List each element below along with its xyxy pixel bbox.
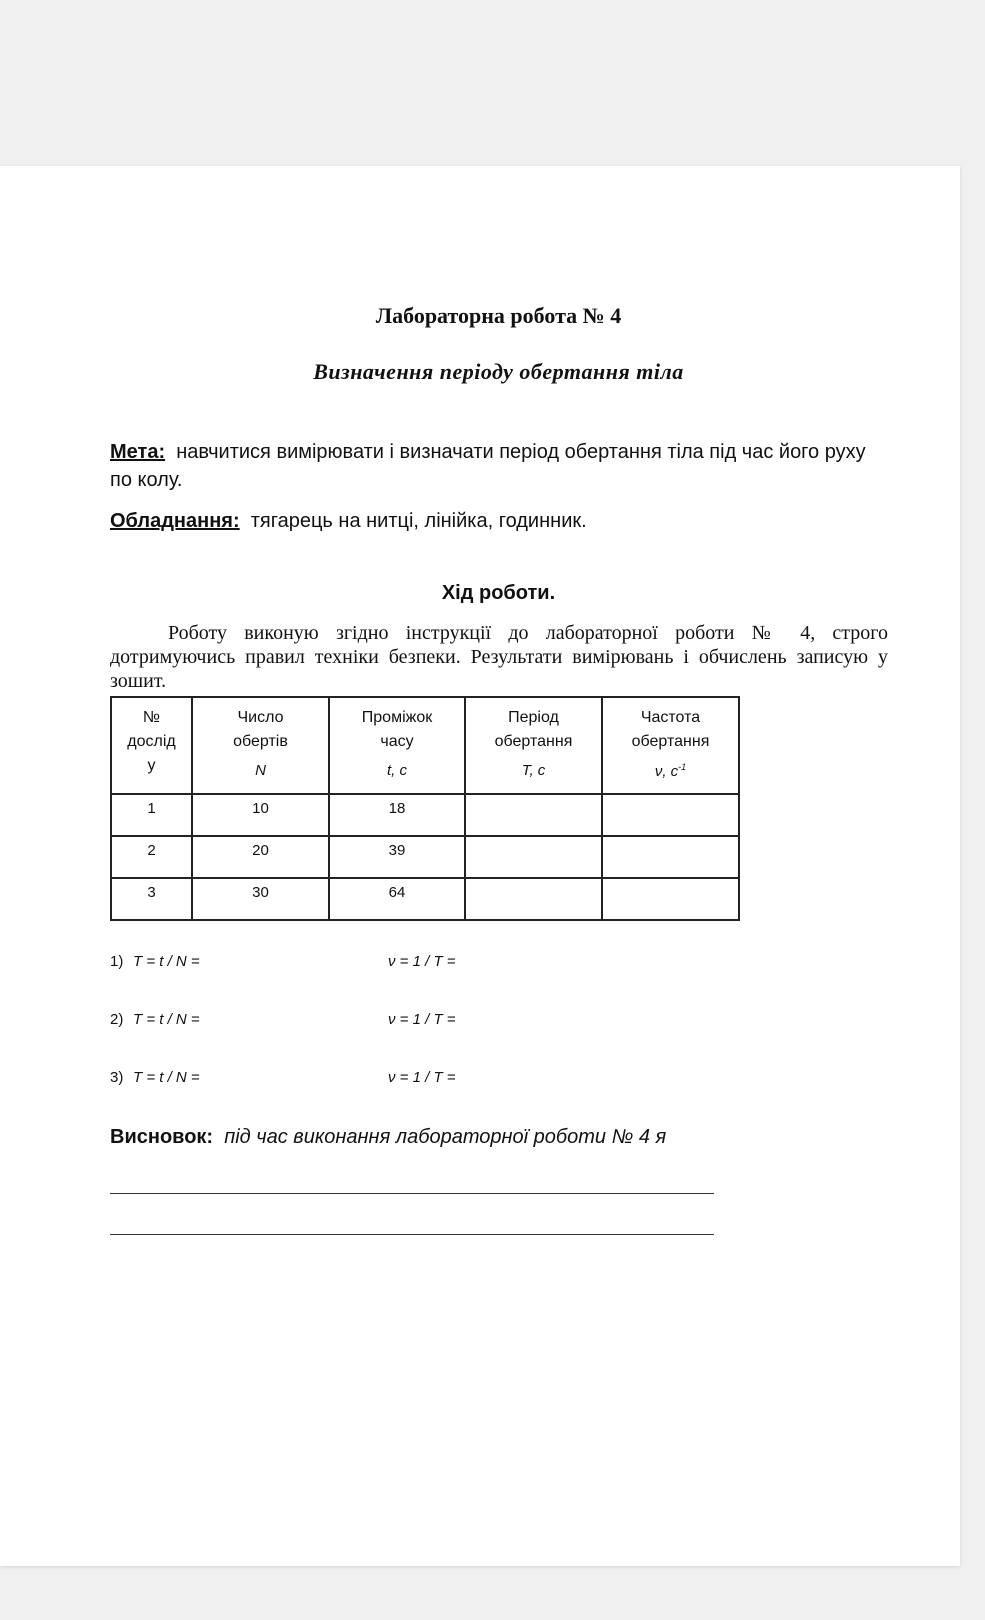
header-label-line: Період [508,709,559,726]
header-period [465,697,602,794]
calculation-row [0,1069,960,1089]
table-cell: 64 [329,878,465,920]
frequency-formula: ν = 1 / T = [388,953,456,970]
header-experiment-number [111,697,192,794]
header-symbol: t, с [386,762,407,779]
header-label-line: часу [380,733,414,750]
table-cell [602,794,739,836]
frequency-symbol-text: ν, с [654,763,679,780]
header-label-line: обертання [494,733,573,750]
table-cell [465,836,602,878]
period-formula: T = t / N = [133,1011,200,1028]
header-label-line: Число [237,709,284,726]
goal-text: навчитися вимірювати і визначати період обертання тіла під час його руху по колу. [110,441,866,491]
answer-line [110,1234,714,1235]
period-formula: T = t / N = [133,1069,200,1086]
table-cell: 1 [111,794,192,836]
table-cell [602,836,739,878]
table-cell: 30 [192,878,329,920]
goal-label: Мета: [110,441,166,463]
header-revolutions [192,697,329,794]
lab-subtitle: Визначення періоду обертання тіла [313,359,684,384]
frequency-symbol-superscript: -1 [678,762,687,772]
header-label-line: обертання [631,733,710,750]
table-cell [465,878,602,920]
conclusion-text: під час виконання лабораторної роботи № 4 я [224,1126,667,1148]
equipment-label: Обладнання: [110,510,240,532]
header-frequency [602,697,739,794]
header-label-line: у [147,757,156,774]
header-label-line: обертів [233,733,288,750]
lab-title: Лабораторна робота № 4 [375,303,622,328]
intro-paragraph: Роботу виконую згідно інструкції до лабораторної роботи № 4, строго дотримуючись правил техніки безпеки. Результати вимірювань і обчислень записую у зошит. [110,622,888,692]
equipment-text: тягарець на нитці, лінійка, годинник. [250,510,587,532]
table-cell: 18 [329,794,465,836]
header-label-line: Частота [640,709,701,726]
header-label-line: Проміжок [361,709,433,726]
calculation-number: 3) [110,1069,124,1086]
frequency-formula: ν = 1 / T = [388,1011,456,1028]
table-cell: 39 [329,836,465,878]
table-cell: 10 [192,794,329,836]
goal-paragraph [110,438,888,494]
header-symbol: T, с [521,762,546,779]
conclusion-paragraph [110,1126,666,1149]
header-label-line: № [142,709,161,726]
table-cell: 20 [192,836,329,878]
calculation-row [0,953,960,973]
results-table [110,696,740,921]
header-symbol: N [255,762,266,779]
progress-heading: Хід роботи. [441,582,556,604]
equipment-paragraph [110,507,888,535]
header-symbol [603,762,738,780]
table-cell: 2 [111,836,192,878]
table-cell [602,878,739,920]
header-time-interval [329,697,465,794]
table-row [111,878,739,920]
table-header-row [111,697,739,794]
table-cell [465,794,602,836]
answer-line [110,1193,714,1194]
calculation-row [0,1011,960,1031]
table-row [111,794,739,836]
table-cell: 3 [111,878,192,920]
calculation-number: 2) [110,1011,124,1028]
document-page [0,166,960,1566]
conclusion-label: Висновок: [110,1126,214,1148]
table-row [111,836,739,878]
header-label-line: дослід [127,733,176,750]
calculation-number: 1) [110,953,124,970]
frequency-formula: ν = 1 / T = [388,1069,456,1086]
period-formula: T = t / N = [133,953,200,970]
